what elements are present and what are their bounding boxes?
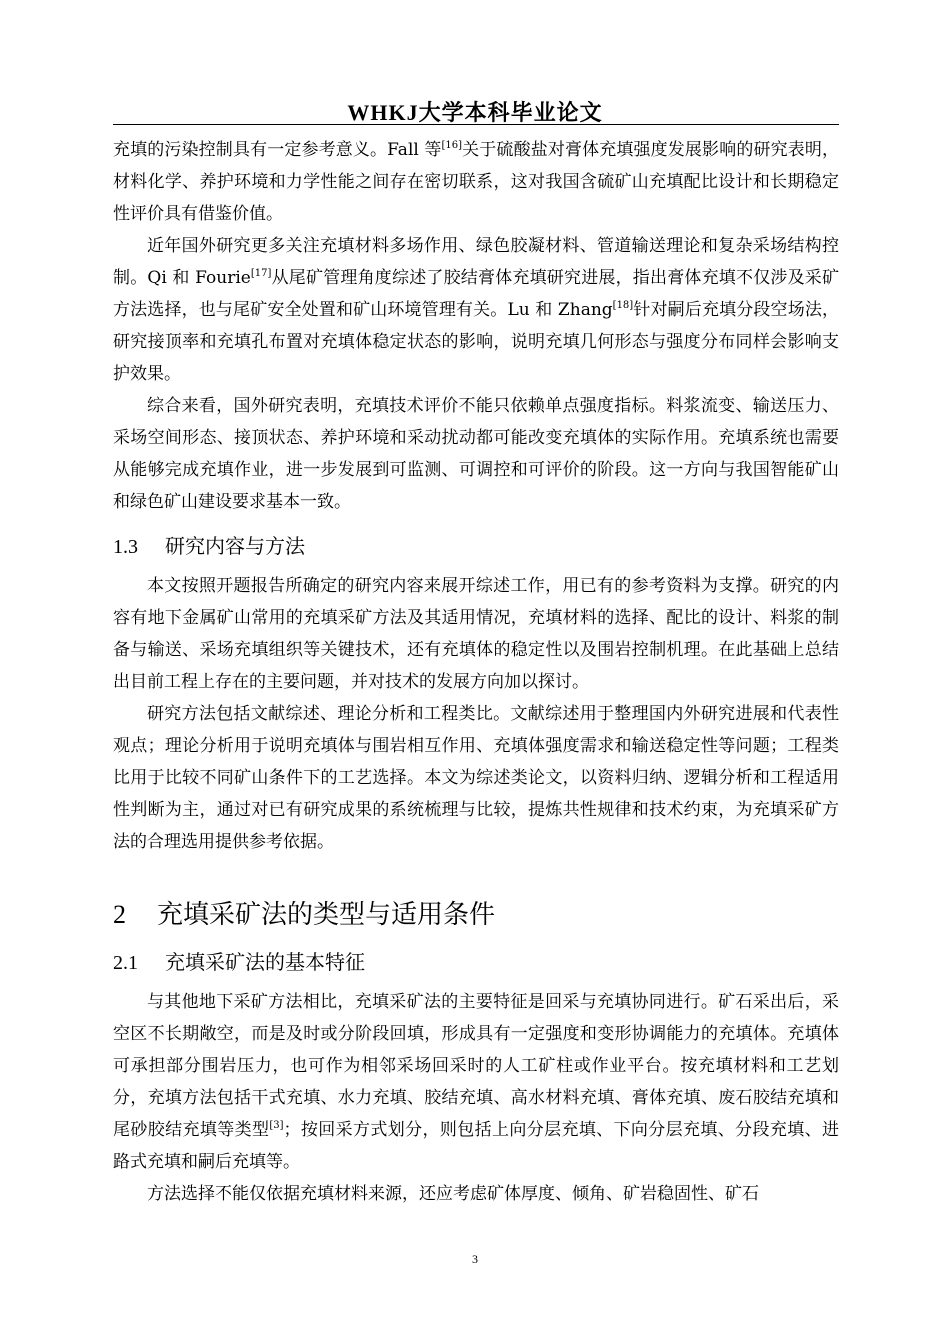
paragraph-3: 综合来看，国外研究表明，充填技术评价不能只依赖单点强度指标。料浆流变、输送压力、采场空间形态、接顶状态、养护环境和采动扰动都可能改变充填体的实际作用。充填系统也需要从能够完成充填作业，进一步发展到可监测、可调控和可评价的阶段。这一方向与我国智能矿山和绿色矿山建设要求基本一致。 bbox=[113, 396, 839, 512]
citation: [16] bbox=[441, 140, 463, 151]
section-heading-2-1 bbox=[113, 944, 839, 980]
paragraph-2: 近年国外研究更多关注充填材料多场作用、绿色胶凝材料、管道输送理论和复杂采场结构控制。Qi 和 Fourie[17]从尾矿管理角度综述了胶结膏体充填研究进展，指出膏体充填不仅涉及采矿方法选择，也与尾矿安全处置和矿山环境管理有关。Lu 和 Zhang[18]针对嗣后充填分段空场法，研究接顶率和充填孔布置对充填体稳定状态的影响，说明充填几何形态与强度分布同样会影响支护效果。 bbox=[113, 236, 839, 384]
section-number: 2.1 bbox=[113, 952, 138, 974]
section-heading-1-3 bbox=[113, 528, 839, 564]
citation: [17] bbox=[250, 268, 272, 279]
page-number: 3 bbox=[472, 1252, 478, 1266]
section-title: 充填采矿法的基本特征 bbox=[165, 950, 365, 974]
page-header-title: WHKJ大学本科毕业论文 bbox=[347, 100, 603, 125]
chapter-title: 充填采矿法的类型与适用条件 bbox=[157, 900, 496, 930]
paragraph-5: 研究方法包括文献综述、理论分析和工程类比。文献综述用于整理国内外研究进展和代表性观点；理论分析用于说明充填体与围岩相互作用、充填体强度需求和输送稳定性等问题；工程类比用于比较不同矿山条件下的工艺选择。本文为综述类论文，以资料归纳、逻辑分析和工程适用性判断为主，通过对已有研究成果的系统梳理与比较，提炼共性规律和技术约束，为充填采矿方法的合理选用提供参考依据。 bbox=[113, 704, 839, 852]
section-number: 1.3 bbox=[113, 536, 138, 558]
paragraph-6: 与其他地下采矿方法相比，充填采矿法的主要特征是回采与充填协同进行。矿石采出后，采空区不长期敞空，而是及时或分阶段回填，形成具有一定强度和变形协调能力的充填体。充填体可承担部分围岩压力，也可作为相邻采场回采时的人工矿柱或作业平台。按充填材料和工艺划分，充填方法包括干式充填、水力充填、胶结充填、高水材料充填、膏体充填、废石胶结充填和尾砂胶结充填等类型[3]；按回采方式划分，则包括上向分层充填、下向分层充填、分段充填、进路式充填和嗣后充填等。 bbox=[113, 992, 840, 1172]
paragraph-7: 方法选择不能仅依据充填材料来源，还应考虑矿体厚度、倾角、矿岩稳固性、矿石 bbox=[147, 1184, 759, 1204]
document-body bbox=[113, 134, 839, 1210]
chapter-number: 2 bbox=[113, 900, 126, 929]
paragraph-4: 本文按照开题报告所确定的研究内容来展开综述工作，用已有的参考资料为支撑。研究的内容有地下金属矿山常用的充填采矿方法及其适用情况，充填材料的选择、配比的设计、料浆的制备与输送、采场充填组织等关键技术，还有充填体的稳定性以及围岩控制机理。在此基础上总结出目前工程上存在的主要问题，并对技术的发展方向加以探讨。 bbox=[113, 576, 839, 692]
chapter-heading-2 bbox=[113, 894, 839, 936]
citation: [3] bbox=[269, 1120, 284, 1131]
paragraph-1: 充填的污染控制具有一定参考意义。Fall 等[16]关于硫酸盐对膏体充填强度发展影响的研究表明，材料化学、养护环境和力学性能之间存在密切联系，这对我国含硫矿山充填配比设计和长期稳定性评价具有借鉴价值。 bbox=[113, 140, 840, 224]
header-rule bbox=[113, 124, 839, 125]
section-title: 研究内容与方法 bbox=[165, 534, 305, 558]
citation: [18] bbox=[612, 300, 634, 311]
